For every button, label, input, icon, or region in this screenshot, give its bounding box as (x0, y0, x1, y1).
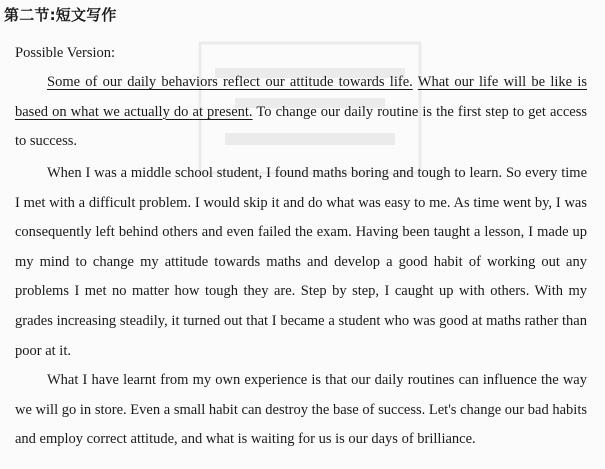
paragraph-1 (15, 68, 587, 157)
underlined-sentence-1: Some of our daily behaviors reflect our attitude towards life. (47, 74, 413, 90)
version-label: Possible Version: (15, 45, 116, 61)
paragraph-3: What I have learnt from my own experience is that our daily routines can influence the way we will go in store. Even a small habit can destroy the base of success. Let's change our bad habits and employ correct attitude, and what is waiting for us is our days of brilliance. (15, 372, 587, 448)
paragraph-2: When I was a middle school student, I found maths boring and tough to learn. So every time I met with a difficult problem. I would skip it and do what was easy to me. As time went by, I was consequently left behind others and even failed the exam. Having been taught a lesson, I made up my mind to change my attitude towards maths and develop a good habit of working out any problems I met no matter how tough they are. Step by step, I caught up with others. With my grades increasing steadily, it turned out that I became a student who was good at maths rather than poor at it. (15, 165, 587, 359)
paragraph-1-rest: To change our daily routine is the first step to get access to success. (15, 103, 587, 150)
underlined-sentence-2: What our life will be like is based on what we actually do at present. (15, 74, 587, 120)
section-heading: 第二节:短文写作 (4, 6, 117, 24)
